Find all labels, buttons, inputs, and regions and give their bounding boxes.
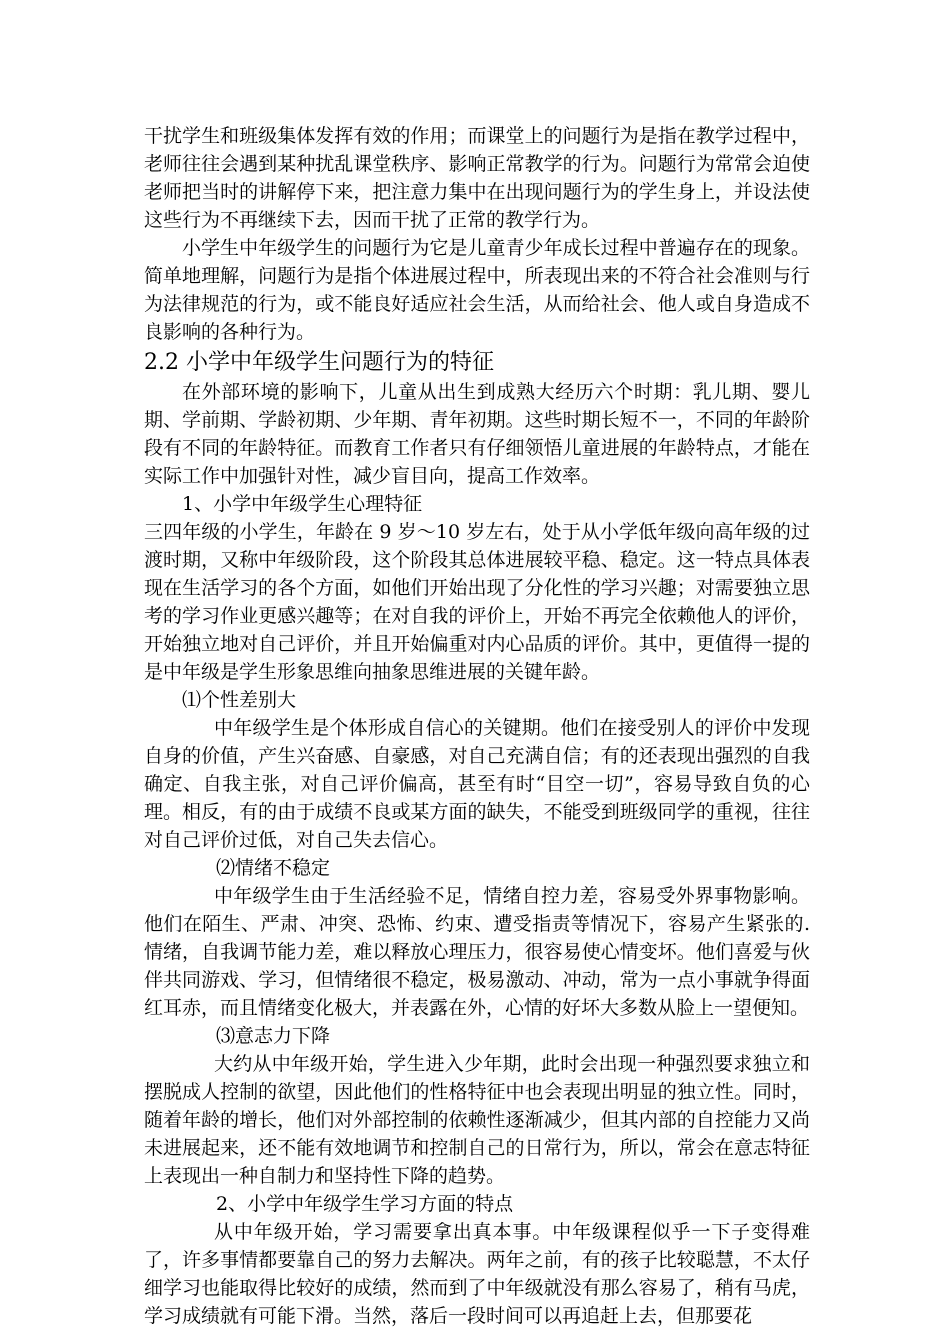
subsection-title-learning: 2、小学中年级学生学习方面的特点 [216,1193,514,1215]
item-title-emotion: ⑵情绪不稳定 [216,857,331,879]
section-title: 2.2 小学中年级学生问题行为的特征 [144,350,494,375]
item-title-willpower: ⑶意志力下降 [216,1025,331,1047]
paragraph-learning: 从中年级开始，学习需要拿出真本事。中年级课程似乎一下子变得难了，许多事情都要靠自己的努力去解决。两年之前，有的孩子比较聪慧，不太仔细学习也能取得比较好的成绩，然而到了中年级就没有那么容易了，稍有马虎，学习成绩就有可能下滑。当然，落后一段时间可以再追赶上去，但那要花 [144,1221,810,1327]
paragraph-psychological-traits: 三四年级的小学生，年龄在 9 岁～10 岁左右，处于从小学低年级向高年级的过渡时期，又称中年级阶段，这个阶段其总体进展较平稳、稳定。这一特点具体表现在生活学习的各个方面，如他们开始出现了分化性的学习兴趣；对需要独立思考的学习作业更感兴趣等；在对自我的评价上，开始不再完全依赖他人的评价，开始独立地对自己评价，并且开始偏重对内心品质的评价。其中，更值得一提的是中年级是学生形象思维向抽象思维进展的关键年龄。 [144,521,810,683]
document-page [144,122,810,1330]
paragraph-willpower: 大约从中年级开始，学生进入少年期，此时会出现一种强烈要求独立和摆脱成人控制的欲望，因此他们的性格特征中也会表现出明显的独立性。同时，随着年龄的增长，他们对外部控制的依赖性逐渐减少，但其内部的自控能力又尚未进展起来，还不能有效地调节和控制自己的日常行为，所以，常会在意志特征上表现出一种自制力和坚持性下降的趋势。 [144,1053,810,1187]
paragraph-emotion: 中年级学生由于生活经验不足，情绪自控力差，容易受外界事物影响。他们在陌生、严肃、冲突、恐怖、约束、遭受指责等情况下，容易产生紧张的.情绪，自我调节能力差，难以释放心理压力，很容易使心情变坏。他们喜爱与伙伴共同游戏、学习，但情绪很不稳定，极易激动、冲动，常为一点小事就争得面红耳赤，而且情绪变化极大，并表露在外，心情的好坏大多数从脸上一望便知。 [144,885,810,1019]
paragraph-middle-grade-problem-behavior: 小学生中年级学生的问题行为它是儿童青少年成长过程中普遍存在的现象。简单地理解，问题行为是指个体进展过程中，所表现出来的不符合社会准则与行为法律规范的行为，或不能良好适应社会生活，从而给社会、他人或自身造成不良影响的各种行为。 [144,237,810,343]
paragraph-problem-behavior-definition: 干扰学生和班级集体发挥有效的作用；而课堂上的问题行为是指在教学过程中，老师往往会遇到某种扰乱课堂秩序、影响正常教学的行为。问题行为常常会迫使老师把当时的讲解停下来，把注意力集中在出现问题行为的学生身上，并设法使这些行为不再继续下去，因而干扰了正常的教学行为。 [144,125,810,231]
paragraph-personality: 中年级学生是个体形成自信心的关键期。他们在接受别人的评价中发现自身的价值，产生兴奋感、自豪感，对自己充满自信；有的还表现出强烈的自我确定、自我主张，对自己评价偏高，甚至有时“目空一切”，容易导致自负的心理。相反，有的由于成绩不良或某方面的缺失，不能受到班级同学的重视，往往对自己评价过低，对自己失去信心。 [144,717,810,851]
paragraph-age-stages: 在外部环境的影响下，儿童从出生到成熟大经历六个时期：乳儿期、婴儿期、学前期、学龄初期、少年期、青年初期。这些时期长短不一，不同的年龄阶段有不同的年龄特征。而教育工作者只有仔细领悟儿童进展的年龄特点，才能在实际工作中加强针对性，减少盲目向，提高工作效率。 [144,381,810,487]
item-title-personality: ⑴个性差别大 [182,689,297,711]
subsection-title-psychological: 1、小学中年级学生心理特征 [182,493,423,515]
